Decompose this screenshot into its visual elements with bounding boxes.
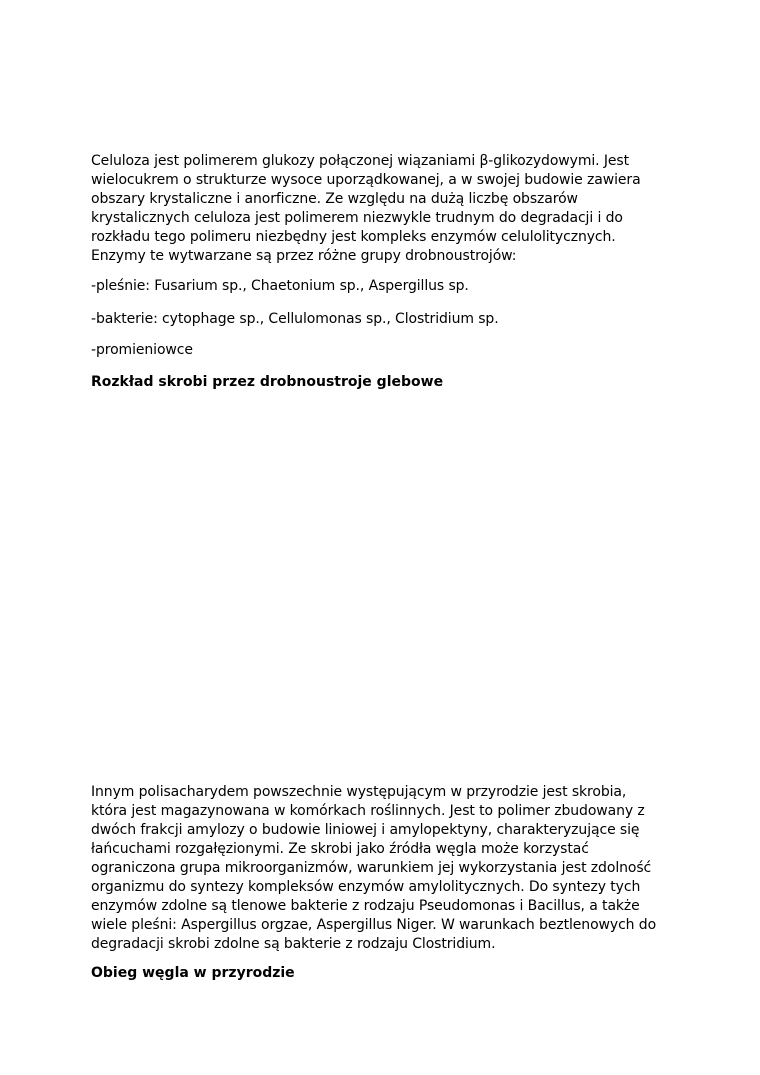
paragraph-starch: Innym polisacharydem powszechnie występującym w przyrodzie jest skrobia, która jest magazynowana w komórkach roślinnych. Jest to polimer zbudowany z dwóch frakcji amylozy o budowie liniowej i amylopektyny, charakteryzujące się łańcuchami rozgałęzionymi. Ze skrobi jako źródła węgla może korzystać ograniczona grupa mikroorganizmów, warunkiem jej wykorzystania jest zdolność organizmu do syntezy kompleksów enzymów amylolitycznych. Do syntezy tych enzymów zdolne są tlenowe bakterie z rodzaju Pseudomonas i Bacillus, a także wiele pleśni: Aspergillus orgzae, Aspergillus Niger. W warunkach beztlenowych do degradacji skrobi zdolne są bakterie z rodzaju Clostridium. xyxy=(91,784,657,952)
heading-carbon-cycle: Obieg węgla w przyrodzie xyxy=(91,965,295,981)
list-item-actinomycetes: -promieniowce xyxy=(91,342,193,358)
paragraph-cellulose: Celuloza jest polimerem glukozy połączonej wiązaniami β-glikozydowymi. Jest wielocukrem o strukturze wysoce uporządkowanej, a w swojej budowie zawiera obszary krystaliczne i anorficzne. Ze względu na dużą liczbę obszarów krystalicznych celuloza jest polimerem niezwykle trudnym do degradacji i do rozkładu tego polimeru niezbędny jest kompleks enzymów celulolitycznych. Enzymy te wytwarzane są przez różne grupy drobnoustrojów: xyxy=(91,153,641,264)
list-item-bacteria: -bakterie: cytophage sp., Cellulomonas sp., Clostridium sp. xyxy=(91,311,499,327)
list-item-molds: -pleśnie: Fusarium sp., Chaetonium sp., Aspergillus sp. xyxy=(91,278,469,294)
heading-starch-decomposition: Rozkład skrobi przez drobnoustroje glebowe xyxy=(91,374,444,390)
